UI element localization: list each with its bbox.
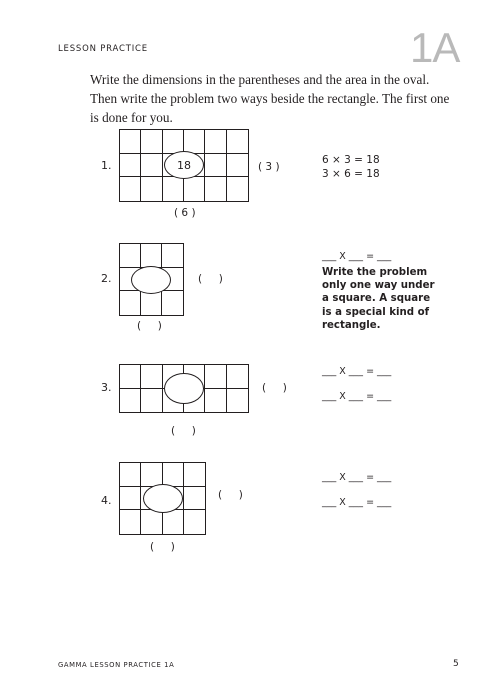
equation-2: 3 × 6 = 18 <box>322 168 380 180</box>
page-number: 5 <box>453 659 459 669</box>
width-parentheses[interactable]: ( ) <box>137 320 162 332</box>
problem-number: 4. <box>101 494 112 507</box>
equation-blank-1[interactable]: ___ X ___ = ___ <box>322 366 392 377</box>
area-oval: 18 <box>164 151 204 179</box>
area-oval[interactable] <box>143 484 183 513</box>
area-oval[interactable] <box>164 373 204 404</box>
lesson-number: 1A <box>410 24 460 71</box>
width-parentheses[interactable]: ( ) <box>150 541 175 553</box>
height-parentheses[interactable]: ( ) <box>262 382 287 394</box>
equation-blank-1[interactable]: ___ X ___ = ___ <box>322 472 392 483</box>
height-parentheses[interactable]: ( ) <box>198 273 223 285</box>
height-parentheses[interactable]: ( ) <box>218 489 243 501</box>
area-oval[interactable] <box>131 266 171 294</box>
equation-blank-1[interactable]: ___ X ___ = ___ <box>322 251 392 262</box>
height-parentheses: ( 3 ) <box>258 161 280 173</box>
equation-1: 6 × 3 = 18 <box>322 154 380 166</box>
problem-number: 3. <box>101 381 112 394</box>
problem-number: 1. <box>101 159 112 172</box>
square-note: Write the problem only one way under a square. A square is a special kind of rectangle. <box>322 267 435 331</box>
footer-label: GAMMA LESSON PRACTICE 1A <box>58 661 175 669</box>
lesson-practice-label: LESSON PRACTICE <box>58 44 148 54</box>
instructions-text: Write the dimensions in the parentheses and the area in the oval. Then write the problem two ways beside the rectangle. The first one is done for you. <box>90 72 450 125</box>
width-parentheses: ( 6 ) <box>174 207 196 219</box>
equation-blank-2[interactable]: ___ X ___ = ___ <box>322 391 392 402</box>
width-parentheses[interactable]: ( ) <box>171 425 196 437</box>
problem-number: 2. <box>101 272 112 285</box>
equation-blank-2[interactable]: ___ X ___ = ___ <box>322 497 392 508</box>
